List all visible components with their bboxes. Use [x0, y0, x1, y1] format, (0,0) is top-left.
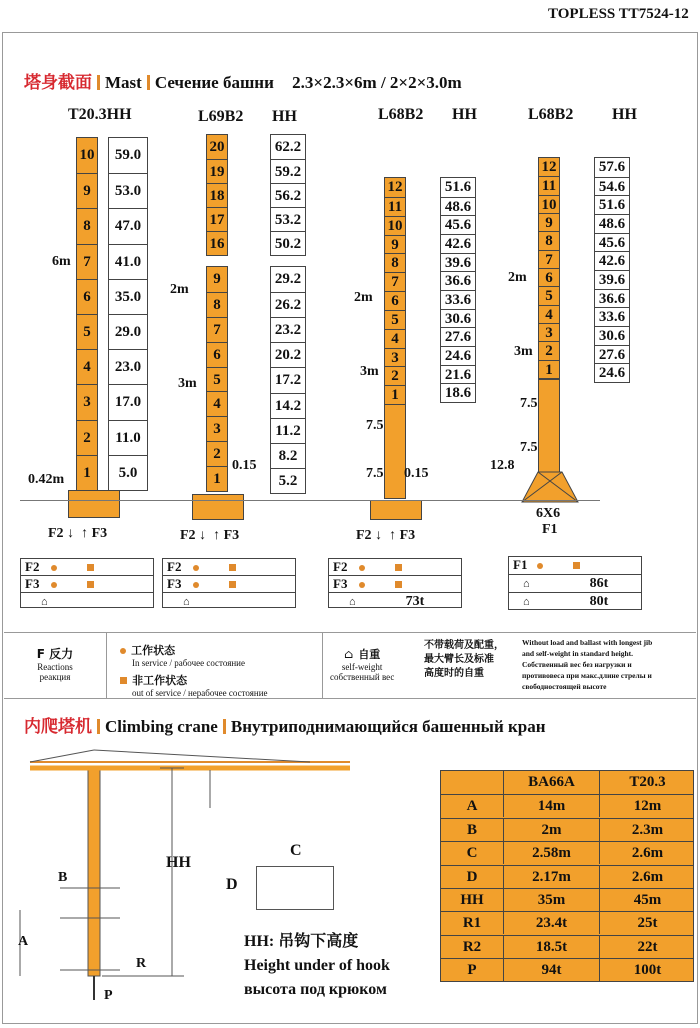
climbing-table-cell: 2.58m: [503, 842, 599, 864]
col4-dim-2m: 2m: [508, 270, 527, 285]
climbing-table-cell: 23.4t: [503, 912, 599, 934]
col4-hh-label: HH: [612, 106, 637, 123]
mast-segment: 9: [539, 213, 559, 231]
hh-value: 57.6: [598, 159, 626, 175]
hh-value: 45.6: [441, 215, 475, 234]
climbing-table-cell: BA66A: [503, 771, 599, 794]
hh-value: 30.6: [441, 309, 475, 328]
climbing-table-row: [441, 841, 693, 864]
hh-value: 30.6: [595, 326, 629, 345]
mast-segment: 2: [539, 341, 559, 359]
climbing-section-title: 内爬塔机 Climbing crane Внутриподнимающийся башенный кран: [24, 717, 546, 737]
mast-segment: 6: [77, 279, 97, 314]
col3-dim-75b: 7.5: [366, 466, 384, 481]
legend-out-service: 非工作状态 out of service / нерабочее состояние: [120, 669, 268, 698]
mast-segment: 1: [77, 455, 97, 490]
legend-in-service: 工作状态 In service / рабочее состояние: [120, 639, 245, 668]
col3-dim-2m: 2m: [354, 290, 373, 305]
mast-segment: 11: [539, 176, 559, 194]
mast-segment: 7: [385, 272, 405, 291]
mast-segment: 20: [209, 139, 225, 155]
col3-load-table: F2 F3 ⌂ 73t: [328, 558, 462, 608]
mast-segment: 1: [385, 385, 405, 404]
mast-title-ru: Сечение башни: [154, 73, 274, 92]
climbing-table-row: [441, 911, 693, 934]
climbing-table-cell: 2.6m: [599, 866, 695, 888]
col4-load-table: F1 ⌂ 86t ⌂ 80t: [508, 556, 642, 610]
document-code: TOPLESS TT7524-12: [548, 6, 689, 22]
climbing-table-cell: 94t: [503, 959, 599, 981]
mast-segment: 7: [539, 250, 559, 268]
mast-segment: 10: [79, 147, 95, 163]
hh-value: 21.6: [441, 365, 475, 384]
col2-load-table: F2 F3 ⌂: [162, 558, 296, 608]
climbing-table-cell: R1: [462, 915, 482, 932]
hh-value: 20.2: [271, 342, 305, 367]
climbing-table-cell: 12m: [599, 795, 695, 817]
mast-segment: 7: [77, 244, 97, 279]
climbing-table-cell: 2.6m: [599, 842, 695, 864]
hh-value: 5.2: [271, 468, 305, 493]
mast-segment: 3: [207, 416, 227, 441]
mast-segment: 3: [77, 384, 97, 419]
climbing-table-header: [441, 771, 693, 794]
legend-box: [4, 632, 696, 699]
hh-value: 56.2: [271, 183, 305, 207]
hh-value: 42.6: [441, 234, 475, 253]
climbing-label-p: P: [104, 988, 113, 1003]
hh-value: 27.6: [441, 327, 475, 346]
col2-name: L69B2: [198, 108, 244, 125]
col3-dim-75a: 7.5: [366, 418, 384, 433]
hh-value: 50.2: [271, 231, 305, 255]
mast-segment: 1: [539, 360, 559, 378]
climbing-table-cell: D: [466, 868, 478, 885]
hh-value: 33.6: [595, 307, 629, 326]
mast-segment: 2: [207, 441, 227, 466]
mast-segment: 10: [539, 195, 559, 213]
hh-value: 51.6: [444, 179, 472, 195]
hh-value: 47.0: [109, 208, 147, 243]
climbing-table-cell: 2.17m: [503, 866, 599, 888]
climbing-label-b: B: [58, 870, 68, 885]
mast-segment: 5: [77, 314, 97, 349]
col2-hh-label: HH: [272, 108, 297, 125]
col3-mast: [384, 177, 406, 499]
col3-foundation: [370, 500, 422, 520]
col1-hh-table: [108, 137, 148, 491]
mast-segment: 5: [539, 286, 559, 304]
climbing-table-cell: HH: [460, 892, 484, 908]
climbing-table-cell: 2m: [503, 819, 599, 841]
col4-dim-6x6: 6X6: [536, 506, 561, 521]
col4-dim-75a: 7.5: [520, 396, 538, 411]
hh-value: 51.6: [595, 195, 629, 214]
climbing-table-row: [441, 794, 693, 817]
legend-note-cn: 不带载荷及配重， 最大臂长及标准 高度时的自重: [424, 640, 504, 679]
hh-value: 48.6: [441, 197, 475, 216]
hh-value: 29.2: [274, 271, 302, 287]
col4-name: L68B2: [528, 106, 574, 123]
mast-segment: 19: [207, 159, 227, 183]
mast-segment: 6: [207, 342, 227, 367]
mast-segment: 5: [385, 310, 405, 329]
mast-segment: 9: [77, 173, 97, 208]
col1-dim-base: 0.42m: [28, 472, 65, 487]
climbing-table-cell: R2: [462, 938, 482, 955]
climbing-label-a: A: [18, 934, 29, 949]
climbing-table-cell: 14m: [503, 795, 599, 817]
climbing-table-row: [441, 935, 693, 958]
col2-hh-top: [270, 134, 306, 256]
col1-load-table: F2 F3 ⌂: [20, 558, 154, 608]
legend-note-en-ru: Without load and ballast with longest jib and self-weight in standard height. Собственный вес без нагрузки и противовеса при макс.длине стрелы и свободностоящей высоте: [522, 638, 653, 691]
hh-value: 17.0: [109, 384, 147, 419]
col4-base-frame: [520, 470, 580, 504]
climbing-table-cell: 35m: [503, 889, 599, 911]
climbing-label-r: R: [136, 956, 147, 971]
climbing-table-cell: B: [466, 821, 477, 838]
col1-name: T20.3HH: [68, 106, 132, 123]
hh-value: 39.6: [441, 253, 475, 272]
climbing-table-cell: 2.3m: [599, 819, 695, 841]
hh-value: 45.6: [595, 233, 629, 252]
mast-segment: 12: [387, 179, 403, 195]
col4-dim-3m: 3m: [514, 344, 533, 359]
mast-segment: 11: [385, 197, 405, 216]
hh-value: 14.2: [271, 393, 305, 418]
hh-value: 36.6: [441, 271, 475, 290]
hh-value: 24.6: [595, 363, 629, 382]
climbing-table-cell: 45m: [599, 889, 695, 911]
mast-segment: 9: [213, 271, 221, 287]
mast-segment: 12: [541, 159, 557, 175]
col2-foundation: [192, 494, 244, 520]
hh-value: 41.0: [109, 244, 147, 279]
hh-value: 53.2: [271, 207, 305, 231]
hh-value: 62.2: [274, 139, 302, 155]
col2-dim-base: 0.15: [232, 458, 257, 473]
col3-force: F2 ↓ ↑ F3: [356, 528, 416, 543]
mast-section-title: [24, 68, 462, 93]
climbing-table-cell: P: [467, 962, 477, 979]
col3-dim-base: 0.15: [404, 466, 429, 481]
hh-value: 59.0: [114, 147, 142, 163]
col2-mast-top: [206, 134, 228, 256]
col4-dim-75b: 7.5: [520, 440, 538, 455]
col2-force: F2 ↓ ↑ F3: [180, 528, 240, 543]
mast-segment: 8: [539, 231, 559, 249]
climbing-table: [440, 770, 694, 982]
climbing-table-row: [441, 818, 693, 841]
col1-foundation: [68, 490, 120, 518]
mast-segment: 16: [207, 231, 227, 255]
hh-value: 33.6: [441, 290, 475, 309]
climbing-table-cell: A: [466, 798, 478, 815]
hh-value: 36.6: [595, 289, 629, 308]
legend-self-weight: ⌂ 自重 self-weight собственный вес: [330, 647, 395, 682]
hh-value: 11.0: [109, 420, 147, 455]
mast-segment: 3: [539, 323, 559, 341]
mast-segment: 4: [385, 329, 405, 348]
mast-segment: 3: [385, 348, 405, 367]
col2-dim-2m: 2m: [170, 282, 189, 297]
mast-segment: 9: [385, 235, 405, 254]
climbing-table-cell: 18.5t: [503, 936, 599, 958]
col1-force: F2 ↓ ↑ F3: [48, 526, 108, 541]
hh-value: 48.6: [595, 214, 629, 233]
mast-segment: 8: [385, 253, 405, 272]
climbing-table-row: [441, 888, 693, 911]
hh-value: 5.0: [109, 455, 147, 490]
hh-value: 27.6: [595, 345, 629, 364]
climbing-table-cell: C: [466, 845, 478, 862]
hh-value: 54.6: [595, 177, 629, 196]
climbing-label-d: D: [226, 876, 238, 893]
climbing-table-cell: T20.3: [599, 771, 695, 794]
climbing-table-cell: 25t: [599, 912, 695, 934]
col3-dim-3m: 3m: [360, 364, 379, 379]
hh-value: 53.0: [109, 173, 147, 208]
hh-value: 35.0: [109, 279, 147, 314]
col3-hh-label: HH: [452, 106, 477, 123]
col2-dim-3m: 3m: [178, 376, 197, 391]
mast-segment: 4: [539, 305, 559, 323]
mast-segment: 4: [207, 391, 227, 416]
mast-lower-section: [385, 404, 405, 500]
hh-value: 24.6: [441, 346, 475, 365]
mast-segment: 4: [77, 349, 97, 384]
hh-value: 23.2: [271, 317, 305, 342]
mast-segment: 1: [207, 466, 227, 491]
mast-segment: 6: [385, 291, 405, 310]
hh-value: 23.0: [109, 349, 147, 384]
col4-hh-table: [594, 157, 630, 383]
ground-line: [20, 500, 600, 501]
hh-value: 42.6: [595, 251, 629, 270]
col1-mast: [76, 137, 98, 491]
climbing-hh-note: HH: 吊钩下高度 Height under of hook высота под крюком: [244, 933, 390, 998]
mast-segment: 2: [385, 366, 405, 385]
mast-title-cn: 塔身截面: [24, 73, 92, 93]
legend-reactions: F 反力 Reactions реакция: [4, 633, 107, 698]
hh-value: 8.2: [271, 443, 305, 468]
hh-value: 59.2: [271, 159, 305, 183]
climbing-table-row: [441, 958, 693, 981]
mast-segment: 7: [207, 317, 227, 342]
hh-value: 39.6: [595, 270, 629, 289]
climbing-table-cell: [441, 771, 503, 794]
mast-spec: 2.3×2.3×6m / 2×2×3.0m: [292, 73, 462, 92]
col2-mast-bottom: [206, 266, 228, 492]
hh-value: 29.0: [109, 314, 147, 349]
mast-segment: 5: [207, 367, 227, 392]
mast-segment: 18: [207, 183, 227, 207]
climbing-section-box: [256, 866, 334, 910]
col4-dim-128: 12.8: [490, 458, 515, 473]
mast-title-en: Mast: [105, 73, 142, 92]
col4-lower-mast: [538, 379, 560, 479]
mast-segment: 17: [207, 207, 227, 231]
climbing-table-cell: 22t: [599, 936, 695, 958]
mast-segment: 10: [385, 216, 405, 235]
col3-hh-table: [440, 177, 476, 403]
mast-segment: 2: [77, 420, 97, 455]
mast-segment: 8: [207, 292, 227, 317]
climbing-label-hh: HH: [166, 854, 191, 871]
col3-name: L68B2: [378, 106, 424, 123]
hh-value: 18.6: [441, 383, 475, 402]
hh-value: 17.2: [271, 367, 305, 392]
mast-segment: 8: [77, 208, 97, 243]
col4-f1: F1: [542, 522, 558, 537]
col4-mast: [538, 157, 560, 379]
col1-dim-6m: 6m: [52, 254, 71, 269]
hh-value: 26.2: [271, 292, 305, 317]
climbing-label-c: C: [290, 842, 302, 859]
climbing-table-row: [441, 865, 693, 888]
climbing-table-cell: 100t: [599, 959, 695, 981]
col2-hh-bottom: [270, 266, 306, 494]
mast-segment: 6: [539, 268, 559, 286]
hh-value: 11.2: [271, 418, 305, 443]
